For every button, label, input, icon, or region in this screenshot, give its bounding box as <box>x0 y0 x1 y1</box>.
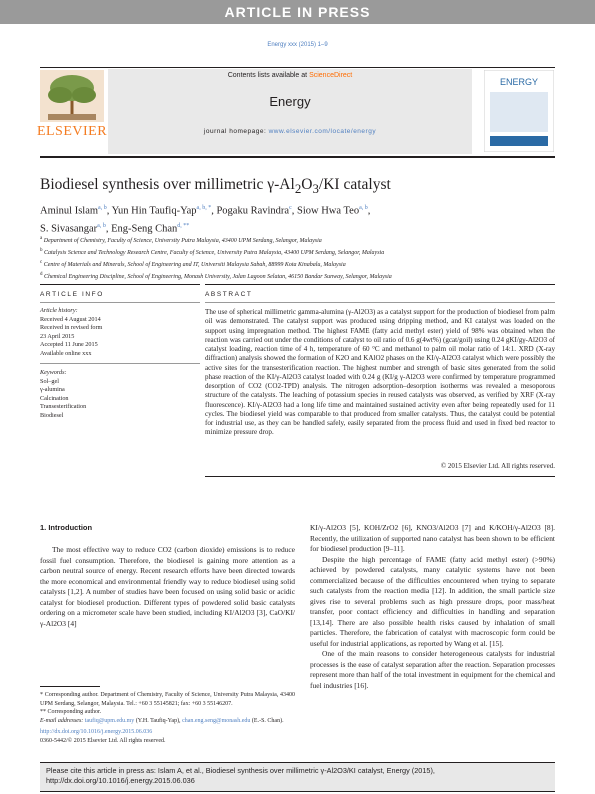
journal-header-box <box>108 69 472 154</box>
journal-cover-thumbnail[interactable] <box>484 70 554 152</box>
author-name[interactable]: Siow Hwa Teo <box>297 205 360 217</box>
affiliation-text: Centre of Materials and Minerals, School of Engineering and IT, Universiti Malaysia Sabah, 88999 Kota Kinabalu, Malaysia <box>43 262 346 268</box>
email-line <box>40 717 295 726</box>
history-item: Received in revised form <box>40 324 103 331</box>
affil-sup: d <box>40 272 43 277</box>
author-affil-sup[interactable]: a, b <box>359 205 368 211</box>
author-name[interactable]: Pogaku Ravindra <box>216 205 290 217</box>
homepage-url-link[interactable]: www.elsevier.com/locate/energy <box>268 128 377 135</box>
email-owner: (Y.H. Taufiq-Yap), <box>135 717 181 724</box>
contents-line <box>108 72 472 79</box>
article-title: Biodiesel synthesis over millimetric $\gamma-Al_2O_3/KI$ catalyst <box>40 176 391 197</box>
footnote-rule <box>40 686 100 687</box>
section-heading-introduction: 1. Introduction <box>40 523 93 532</box>
abstract-sub-rule <box>205 302 555 303</box>
article-in-press-banner: ARTICLE IN PRESS <box>0 0 595 24</box>
homepage-prefix: journal homepage: <box>203 128 269 135</box>
info-top-rule <box>40 284 200 285</box>
author-affil-sup[interactable]: a, b <box>98 205 107 211</box>
header-top-rule <box>40 67 555 68</box>
author-name[interactable]: S. Sivasangar <box>40 223 98 234</box>
affiliations <box>40 234 555 282</box>
info-divider <box>40 363 200 364</box>
author-affil-sup[interactable]: d, ** <box>177 222 190 229</box>
cite-this-article-box: Please cite this article in press as: Islam A, et al., Biodiesel synthesis over millimetric γ-Al2O3/KI catalyst, Energy (2015), http://dx.doi.org/10.1016/j.energy.2015.06.036 <box>40 762 555 792</box>
email-link[interactable]: chan.eng.seng@monash.edu <box>182 717 251 724</box>
keyword: γ-alumina <box>40 386 65 393</box>
affiliation-text: Catalysis Science and Technology Research Centre, Faculty of Science, University Putra Malaysia, 43400 UPM Serdang, Selangor, Malaysia <box>44 250 385 256</box>
keyword: Calcination <box>40 394 69 402</box>
contents-prefix: Contents lists available at <box>227 72 310 79</box>
elsevier-wordmark: ELSEVIER <box>36 124 108 139</box>
intro-paragraph: The most effective way to reduce CO2 (carbon dioxide) emissions is to reduce fossil fuel consumption. Therefore, the biodiesel is gaining more attention as a carbon neutral source of energy. Recent research efforts have been directed towards the more economical and environmental friendly way to reduce biodiesel using solid catalysts [1,2]. A number of studies have been focused on using solid basic or acidic catalyst for biodiesel production. Different types of powdered solid basic catalysts ordering on a micrometer scale have been studied, including KI/Al2O3 [3], CaO/KI/γ-Al2O3 [4] <box>40 545 295 628</box>
journal-name: Energy <box>269 94 311 109</box>
email-label: E-mail addresses: <box>40 717 84 724</box>
history-item: Accepted 11 June 2015 <box>40 341 98 348</box>
footnotes <box>40 691 295 745</box>
history-heading: Article history: <box>40 307 78 314</box>
history-item: 23 April 2015 <box>40 332 75 340</box>
history-item: Received 4 August 2014 <box>40 315 101 323</box>
corresponding-author-note: * Corresponding author. Department of Chemistry, Faculty of Science, University Putra Malaysia, 43400 UPM Serdang, Selangor, Malaysia. Tel.: +60 3 55145821; fax: +60 3 55146207. <box>40 692 295 707</box>
author-name[interactable]: Eng-Seng Chan <box>111 223 178 234</box>
history-item: Available online xxx <box>40 349 92 357</box>
abstract-bottom-rule <box>205 476 555 477</box>
corresponding-author-note: ** Corresponding author. <box>40 709 102 715</box>
svg-text:ENERGY: ENERGY <box>499 77 539 87</box>
author-list: Aminul Islam$^{a, b}$, Yun Hin Taufiq-Yap$^{a, b, *}$, Pogaku Ravindra$^c$, Siow Hwa Teo$^{a, b}$, S. Sivasangar$^{a, b}$, Eng-Seng Chan$^{d, **}$ <box>40 205 371 234</box>
info-sub-rule <box>40 302 200 303</box>
header-bottom-rule <box>40 156 555 158</box>
affil-sup: c <box>40 260 43 265</box>
keyword: Transesterification <box>40 403 87 410</box>
affiliation-text: Chemical Engineering Discipline, School of Engineering, Monash University, Jalan Lagoon Selatan, 46150 Bandar Sunway, Selangor, Malaysia <box>44 274 392 280</box>
intro-paragraph: KI/γ-Al2O3 [5], KOH/ZrO2 [6], KNO3/Al2O3 [7] and K/KOH/γ-Al2O3 [8]. Recently, the utilization of supported nano catalyst has been shown to be efficient for biodiesel production [9–11]. <box>310 523 555 553</box>
intro-paragraph: Despite the high percentage of FAME (fatty acid methyl ester) (>90%) achieved by powdered catalysts, many catalytic systems have not been commercialized because of the difficulties encountered when trying to separate such catalysts from the reaction media [12]. In addition, the small particle size gives rise to several problems such as high pressure drops, poor mass/heat transfer, poor contact efficiency and difficulties in handling and separation [13,14]. There are also possible health risks caused by inhalation of small particles. Therefore, the fabrication of catalyst with macroscopic form could be useful for industrial applications, as reported by Wang et al. [15]. <box>310 554 555 648</box>
author-name[interactable]: Yun Hin Taufiq-Yap <box>111 205 197 217</box>
abstract-top-rule <box>205 284 555 285</box>
author-affil-sup[interactable]: a, b, * <box>196 205 212 211</box>
email-link[interactable]: taufiq@upm.edu.my <box>84 717 135 724</box>
sciencedirect-link[interactable]: ScienceDirect <box>309 72 353 79</box>
abstract-text: The use of spherical millimetric gamma-alumina (γ-Al2O3) as a catalyst support for the production of biodiesel from palm oil was demonstrated. The catalyst support was produced using dripping method, and KI catalyst was loaded on the support using impregnation method. The highest FAME (fatty acid methyl ester) yield of 98% was obtained when the reaction was carried out under the conditions of catalyst to oil ratio of 0.6 g(4wt%) (gcat/goil) using 0.24 gKI/gγ-Al2O3 of catalyst loading, reaction time of 4 h, temperature of 60 °C and methanol to palm oil molar ratio of 14:1. XRD (X-ray diffraction) analysis showed the formation of K2O and KAlO2 phases on the KI/γ-Al2O3 catalyst which were possibly the active sites for the transesterification reaction. The highest number and strength of basic sites generated from the solid phase reaction of the KI/γ-Al2O3 catalyst loaded with 0.24 g (KI/g γ-Al2O3 were confirmed by temperature programmed desorption of CO2 (CO2-TPD) analysis. The nitrogen adsorption–desorption isotherms was revealed a mesoporous structure of the catalysts. The leaching of potassium species in reused catalysts was observed, as verified by XRF (X-ray fluorescence). KI/γ-Al2O3 had a long life time and maintained sustained activity even after being repeatedly used for 11 cycles. The biodiesel yield was comparable to that produced from smaller catalysts. Thus, the catalyst could be potential for industrial use, as they can be handled safely, easily separated from the process fluid and used in fixed bed reactor to minimize pressure drop. <box>205 308 555 437</box>
keyword: Biodiesel <box>40 411 64 419</box>
author-name[interactable]: Aminul Islam <box>40 205 99 217</box>
intro-left-column <box>40 545 295 629</box>
intro-paragraph: One of the main reasons to consider heterogeneous catalysts for industrial processes is the ease of catalyst separation after the reaction. Separation processes represent more than half of the total investment in equipment for the chemical and fuel industries [16]. <box>310 649 555 690</box>
author-affil-sup[interactable]: a, b <box>97 222 106 229</box>
keyword: Sol–gel <box>40 377 59 385</box>
copyright-line: © 2015 Elsevier Ltd. All rights reserved. <box>440 462 555 470</box>
affiliation-text: Department of Chemistry, Faculty of Science, University Putra Malaysia, 43400 UPM Serdang, Selangor, Malaysia <box>43 238 322 244</box>
journal-citation-link[interactable]: Energy xxx (2015) 1–9 <box>267 42 328 48</box>
author-affil-sup[interactable]: c <box>289 205 292 211</box>
email-owner: (E.-S. Chan). <box>251 717 284 724</box>
journal-homepage <box>108 128 472 135</box>
issn-line: 0360-5442/© 2015 Elsevier Ltd. All rights reserved. <box>40 737 166 744</box>
keywords-heading: Keywords: <box>40 369 67 376</box>
doi-link[interactable]: http://dx.doi.org/10.1016/j.energy.2015.06.036 <box>40 729 153 735</box>
affil-sup: a <box>40 236 43 241</box>
intro-right-column <box>310 523 555 691</box>
article-info <box>40 307 200 420</box>
article-info-label: ARTICLE INFO <box>40 291 104 298</box>
affil-sup: b <box>40 248 43 253</box>
abstract-label: ABSTRACT <box>205 291 253 298</box>
